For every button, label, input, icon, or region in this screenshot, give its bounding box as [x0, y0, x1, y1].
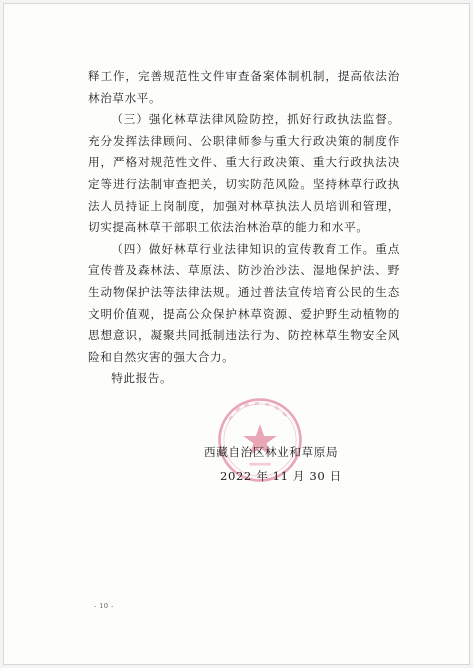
- page-number: - 10 -: [94, 602, 114, 610]
- signing-date: 2022 年 11 月 30 日: [220, 469, 342, 483]
- paragraph-section-3: （三）强化林草法律风险防控，抓好行政执法监督。充分发挥法律顾问、公职律师参与重大行政决策的制度作用，严格对规范性文件、重大行政决策、重大行政执法决定等进行法制审查把关，切实防范风险。坚持林草行政执法人员持证上岗制度，加强对林草执法人员培训和管理，切实提高林草干部职工依法治林治草的能力和水平。: [88, 112, 400, 235]
- signature-block: [204, 440, 344, 488]
- closing-remark: 特此报告。: [111, 371, 173, 386]
- document-page: [3, 3, 470, 665]
- paragraph-continuation: 释工作，完善规范性文件审查备案体制机制，提高依法治林治草水平。: [88, 69, 400, 105]
- signing-organization: 西藏自治区林业和草原局: [204, 445, 339, 459]
- document-body: [88, 66, 400, 390]
- paragraph-section-4: （四）做好林草行业法律知识的宣传教育工作。重点宣传普及森林法、草原法、防沙治沙法、湿地保护法、野生动物保护法等法律法规。通过普法宣传培育公民的生态文明价值观，提高公众保护林草资源、爱护野生动植物的思想意识，凝聚共同抵制违法行为、防控林草生物安全风险和自然灾害的强大合力。: [88, 241, 400, 364]
